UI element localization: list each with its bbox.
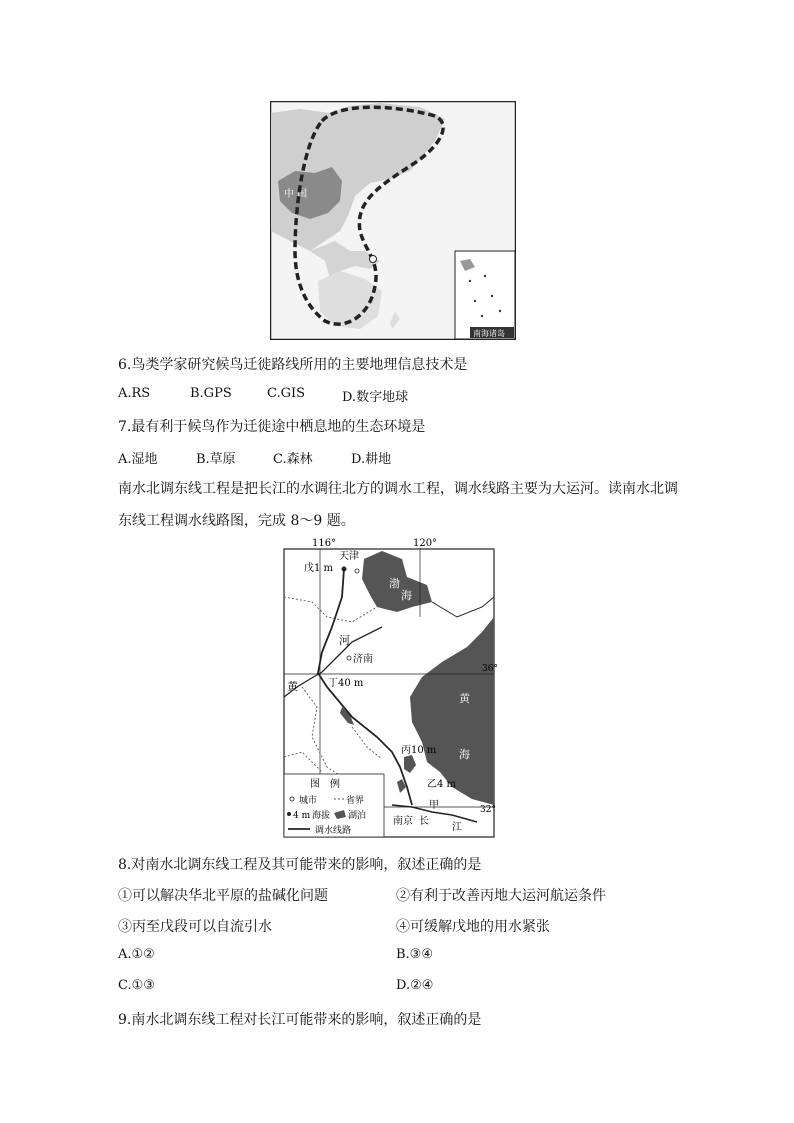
he-label: 河: [339, 634, 350, 647]
q8-option-b: B.③④: [396, 947, 433, 962]
bohai-label-2: 海: [401, 589, 412, 602]
q8-option-c: C.①③: [118, 978, 155, 993]
china-label: 中 国: [284, 189, 308, 200]
lat-32-label: 32°: [480, 805, 496, 815]
wu-label: 戊1 m: [304, 563, 334, 574]
lat-36-label: 36°: [482, 664, 498, 674]
migration-map-svg: [270, 101, 516, 340]
stopover-point: [370, 256, 377, 263]
q7-option-b: B.草原: [196, 452, 236, 467]
q8-stem: 8.对南水北调东线工程及其可能带来的影响，叙述正确的是: [118, 857, 482, 873]
q6-stem: 6.鸟类学家研究候鸟迁徙路线所用的主要地理信息技术是: [118, 357, 468, 373]
legend-elev: 海拔: [312, 811, 331, 821]
lon-116-label: 116°: [312, 538, 337, 549]
q8-statement-1: ①可以解决华北平原的盐碱化问题: [118, 888, 328, 904]
passage-line2: 东线工程调水线路图，完成 8～9 题。: [118, 513, 355, 529]
yellow-sea-label-2: 海: [459, 748, 470, 761]
q6-option-b: B.GPS: [190, 386, 232, 401]
q8-option-d: D.②④: [396, 978, 434, 993]
q6-option-d: D.数字地球: [342, 390, 409, 405]
lon-120-label: 120°: [413, 538, 438, 549]
q7-option-c: C.森林: [273, 452, 313, 467]
q7-option-a: A.湿地: [118, 452, 158, 467]
q8-statement-2: ②有利于改善丙地大运河航运条件: [396, 888, 606, 904]
map-legend: [284, 774, 384, 837]
q7-option-d: D.耕地: [351, 452, 392, 467]
jinan-city: [347, 656, 351, 660]
q7-stem: 7.最有利于候鸟作为迁徙途中栖息地的生态环境是: [118, 419, 426, 435]
jinan-label: 济南: [353, 654, 373, 665]
legend-title: 图 例: [310, 779, 340, 790]
wu-point: [342, 567, 347, 572]
water-diversion-map-svg: [282, 537, 500, 839]
passage-line1: 南水北调东线工程是把长江的水调往北方的调水工程，调水线路主要为大运河。读南水北调: [118, 481, 678, 497]
yellow-sea-label-1: 黄: [459, 692, 470, 705]
nanjing-label: 南京: [393, 816, 413, 827]
legend-city: 城市: [299, 796, 318, 806]
jia-label: 甲: [429, 800, 439, 811]
chang-label: 长: [419, 816, 429, 827]
legend-lake: 湖泊: [348, 811, 367, 821]
legend-elev-value: 4 m: [293, 811, 311, 821]
ding-label: 丁40 m: [328, 678, 364, 689]
tianjin-city: [355, 569, 359, 573]
q8-statement-4: ④可缓解戊地的用水紧张: [396, 919, 550, 935]
tianjin-label: 天津: [339, 551, 359, 562]
q8-option-a: A.①②: [118, 947, 155, 962]
migration-map: [270, 101, 516, 340]
bing-label: 丙10 m: [401, 745, 437, 756]
jiang-label: 江: [452, 822, 462, 833]
yi-label: 乙4 m: [427, 779, 457, 790]
bohai-label-1: 渤: [389, 577, 400, 590]
inset-label: 南海诸岛: [473, 329, 505, 338]
q8-statement-3: ③丙至戊段可以自流引水: [118, 919, 272, 935]
q6-option-c: C.GIS: [267, 386, 306, 401]
legend-province: 省界: [346, 796, 365, 806]
q9-stem: 9.南水北调东线工程对长江可能带来的影响，叙述正确的是: [118, 1012, 482, 1028]
yellow-river-label: 黄: [287, 680, 298, 693]
water-diversion-map: [282, 537, 500, 839]
q6-option-a: A.RS: [118, 386, 151, 401]
legend-route: 调水线路: [315, 826, 352, 836]
